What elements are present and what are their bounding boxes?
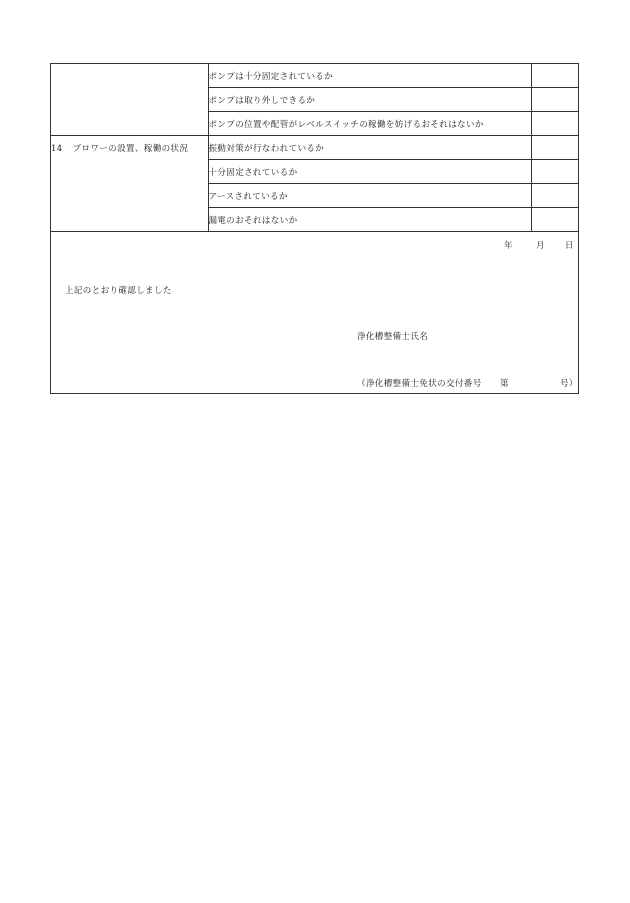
check-item: ポンプの位置や配管がレベルスイッチの稼働を妨げるおそれはないか xyxy=(208,112,531,136)
category-number: 14 xyxy=(51,144,63,154)
check-item: 漏電のおそれはないか xyxy=(208,208,531,232)
table-row xyxy=(51,64,578,88)
check-item: ポンプは十分固定されているか xyxy=(208,64,531,88)
date-day-label: 日 xyxy=(565,241,574,251)
result-cell[interactable] xyxy=(531,208,578,232)
confirmation-section xyxy=(51,232,578,393)
category-cell xyxy=(51,136,208,232)
result-cell[interactable] xyxy=(531,160,578,184)
date-month-label: 月 xyxy=(536,241,545,251)
license-number-label: 第 xyxy=(500,379,509,389)
result-cell[interactable] xyxy=(531,64,578,88)
check-item: アースされているか xyxy=(208,184,531,208)
result-cell[interactable] xyxy=(531,112,578,136)
category-cell xyxy=(51,64,208,136)
confirmation-statement: 上記のとおり確認しました xyxy=(65,286,172,296)
table-row xyxy=(51,136,578,160)
category-label: ブロワーの設置、稼働の状況 xyxy=(72,144,189,154)
date-year-label: 年 xyxy=(504,241,513,251)
result-cell[interactable] xyxy=(531,136,578,160)
result-cell[interactable] xyxy=(531,88,578,112)
license-number-prefix: （浄化槽整備士免状の交付番号 xyxy=(357,379,482,389)
checklist-table xyxy=(51,64,578,232)
license-number-suffix: 号） xyxy=(560,379,578,389)
inspector-name-label: 浄化槽整備士氏名 xyxy=(357,332,429,342)
check-item: 十分固定されているか xyxy=(208,160,531,184)
check-item: 振動対策が行なわれているか xyxy=(208,136,531,160)
inspection-form xyxy=(50,63,579,394)
result-cell[interactable] xyxy=(531,184,578,208)
check-item: ポンプは取り外しできるか xyxy=(208,88,531,112)
